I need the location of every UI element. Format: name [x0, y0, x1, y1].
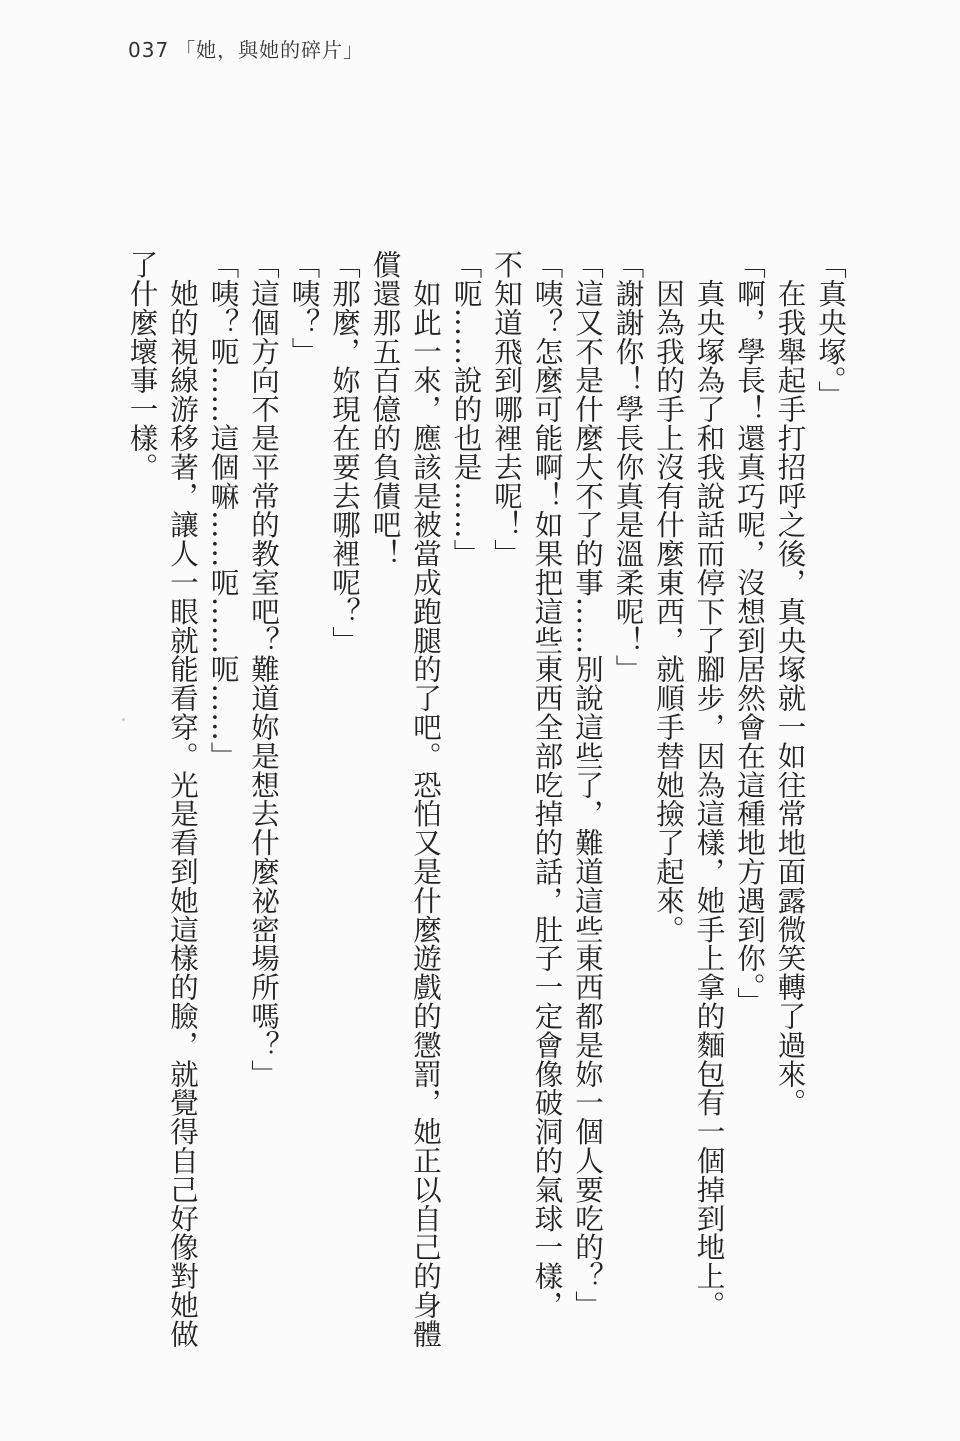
text-line: 「這又不是什麼大不了的事……別說這些了，難道這些東西都是妳一個人要吃的？」 — [571, 250, 604, 1320]
text-line: 「咦？呃……這個嘛……呃……呃……」 — [206, 250, 240, 771]
text-line: 了什麼壞事一樣。 — [125, 250, 159, 482]
text-line: 真央塚為了和我說話而停下了腳步，因為這樣，她手上拿的麵包有一個掉到地上。 — [692, 250, 726, 1320]
text-line: 「這個方向不是平常的教室吧？難道妳是想去什麼祕密場所嗎？」 — [247, 250, 280, 1089]
text-line: 「謝謝你！學長你真是溫柔呢！」 — [611, 250, 645, 684]
text-line: 「那麼，妳現在要去哪裡呢？」 — [328, 250, 361, 655]
text-line: 因為我的手上沒有什麼東西，就順手替她撿了起來。 — [652, 250, 685, 944]
text-line: 如此一來，應該是被當成跑腿的了吧。恐怕又是什麼遊戲的懲罰，她正以自己的身體 — [409, 250, 442, 1349]
page-number: 037 — [128, 38, 170, 62]
text-line: 她的視線游移著，讓人一眼就能看穿。光是看到她這樣的臉，就覺得自己好像對她做 — [166, 250, 199, 1349]
scan-speck — [122, 718, 125, 721]
chapter-title: 「她，與她的碎片」 — [175, 38, 365, 62]
text-line: 在我舉起手打招呼之後，真央塚就一如往常地面露微笑轉了過來。 — [773, 250, 807, 1117]
page-header — [128, 34, 364, 63]
text-line: 不知道飛到哪裡去呢！」 — [490, 250, 523, 568]
body-text — [121, 250, 850, 1350]
text-line: 「咦？怎麼可能啊！如果把這些東西全部吃掉的話，肚子一定會像破洞的氣球一樣， — [530, 250, 564, 1320]
text-line: 「咦？」 — [287, 250, 321, 366]
text-line: 「啊，學長！還真巧呢，沒想到居然會在這種地方遇到你。」 — [733, 250, 766, 1017]
text-line: 「呃……說的也是……」 — [449, 250, 483, 568]
text-line: 「真央塚。」 — [814, 250, 847, 410]
text-line: 償還那五百億的負債吧！ — [368, 250, 402, 568]
